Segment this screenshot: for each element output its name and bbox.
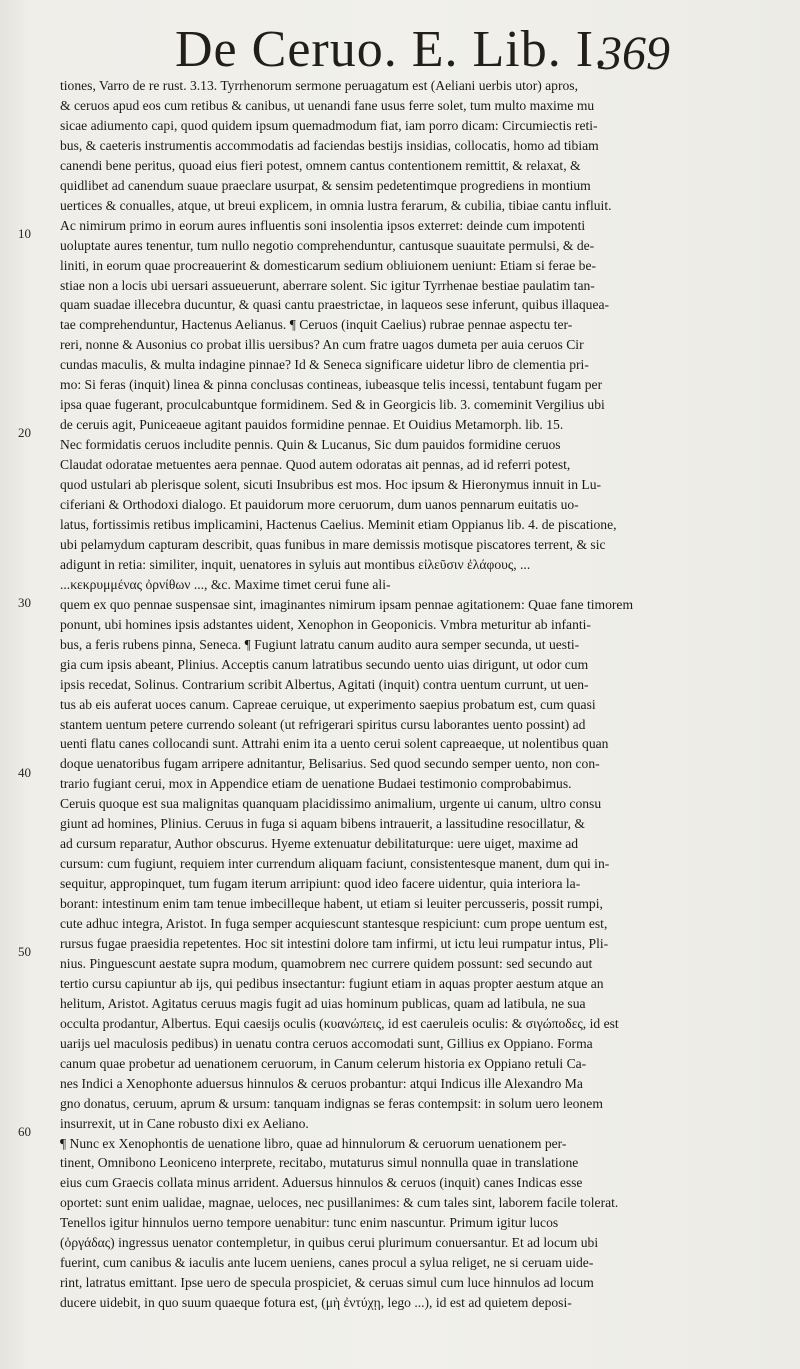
text-line: Claudat odoratae metuentes aera pennae. Quod autem odoratas ait pennas, ad id referri potest,	[60, 457, 571, 473]
line-number-10: 10	[18, 225, 31, 241]
text-line: rursus fugae praesidia repetentes. Hoc sit intestini dolore tam infirmi, ut ictu leui rumpatur intus, Pli-	[60, 935, 609, 951]
text-line: ubi pelamydum capturam describit, quas funibus in mare demissis motisque piscatores terrent, & sic	[60, 536, 606, 552]
text-line: cute adhuc integra, Aristot. In fuga semper acquiescunt stantesque respiciunt: cum prope uentum est,	[60, 916, 608, 932]
text-line: adigunt in retia: similiter, inquit, uenatores in syluis aut montibus εἰλεῦσιν ἐλάφους, ...	[60, 556, 531, 572]
text-line	[60, 1313, 660, 1333]
text-line: (ὀργάδας) ingressus uenator contempletur, in quibus cerui plurimum conuersantur. Et ad locum ubi	[60, 1235, 599, 1251]
text-line: ipsis recedat, Solinus. Contrarium scribit Albertus, Agitati (inquit) contra uentum currunt, ut uen-	[60, 676, 589, 692]
text-line: quem ex quo pennae suspensae sint, imaginantes nimirum ipsam pennae agitationem: Quae fane timorem	[60, 596, 634, 612]
text-line: cundas maculis, & multa indagine pinnae? Id & Seneca significare uidetur libro de clementia pri-	[60, 357, 589, 373]
text-line: gia cum ipsis abeant, Plinius. Acceptis canum latratibus secundo uento uias dirigunt, ut odor cum	[60, 656, 589, 672]
line-number-50: 50	[18, 944, 31, 960]
text-line: insurrexit, ut in Cane robusto dixi ex Aeliano.	[60, 1115, 309, 1131]
text-line: oportet: sunt enim ualidae, magnae, ueloces, nec pusillanimes: & cum tales sint, laborem facile tolerat.	[60, 1195, 619, 1211]
text-line: stantem uentum petere currendo soleant (ut refrigerari spiritus cursu laborantes uento possint) ad	[60, 716, 586, 732]
text-line: quam suadae illecebra ducuntur, & quasi cantu praestrictae, in laqueos sese inferunt, quibus illaquea-	[60, 297, 610, 313]
text-line: tus ab eis auferat uoces canum. Capreae ceruique, ut experimento saepius probatum est, cum quasi	[60, 696, 596, 712]
text-line: canendi bene peritus, quoad eius fieri potest, omnem cantus contentionem remittit, & relaxat, &	[60, 157, 581, 173]
text-line: occulta prodantur, Albertus. Equi caesijs oculis (κυανώπεις, id est caeruleis oculis: & σιγώποδες, id est	[60, 1015, 619, 1031]
text-line: ciferiani & Orthodoxi dialogo. Et pauidorum more ceruorum, dum uanos pennarum euitatis uo-	[60, 497, 579, 513]
text-line: sequitur, appropinquet, tum fugam iterum arripiunt: quod ideo facere uidentur, quia interiora la-	[60, 876, 581, 892]
text-line: fuerint, cum canibus & iaculis ante lucem ueniens, canes procul a sylua religet, ne si ceruam uide-	[60, 1255, 594, 1271]
text-line: tiones, Varro de re rust. 3.13. Tyrrhenorum sermone peruagatum est (Aeliani uerbis utor) apros,	[60, 78, 578, 93]
text-line: nes Indici a Xenophonte aduersus hinnulos & ceruos probantur: atqui Indicus ille Alexandro Ma	[60, 1075, 583, 1091]
text-line: ducere uidebit, in quo suum quaeque fotura est, (μὴ ἐντύχῃ, lego ...), id est ad quietem deposi-	[60, 1295, 572, 1311]
text-line: reri, nonne & Ausonius co probat illis uersibus? An cum fratre uagos dumeta per auia ceruos Cir	[60, 337, 584, 353]
page-number: 369	[598, 27, 670, 80]
text-line: gno donatus, ceruum, aprum & ursum: tanquam indignas se feras contempsit: in solum uero leonem	[60, 1095, 603, 1111]
text-line: de ceruis agit, Puniceaeue agitant pauidos formidine pennae. Et Ouidius Metamorph. lib. 15.	[60, 417, 564, 433]
text-line: uenti flatu canes collocandi sunt. Attrahi enim ita a uento cerui solent capreaeque, ut nolentibus quan	[60, 736, 609, 752]
text-line: uoluptate aures tenentur, tum nullo negotio comprehenduntur, cantusque suauitate permulsi, & de-	[60, 237, 595, 253]
body-text	[60, 76, 660, 1353]
text-line: bus, & caeteris instrumentis accommodatis ad faciendas bestijs insidias, collocatis, homo ad tibiam	[60, 137, 599, 153]
text-line: giunt ad homines, Plinius. Ceruus in fuga si aquam bibens intrauerit, a lassitudine resocillatur, &	[60, 816, 585, 832]
text-line: tae comprehenduntur, Hactenus Aelianus. ¶ Ceruos (inquit Caelius) rubrae pennae aspectu ter-	[60, 317, 573, 333]
text-line: canum quae probetur ad uenationem ceruorum, in Canum celerum historia ex Oppiano retuli Ca-	[60, 1055, 587, 1071]
text-line: sicae adiumento capi, quod quidem ipsum quemadmodum fiat, iam porro dicam: Circumiectis reti-	[60, 117, 598, 133]
text-line: ponunt, ubi homines ipsis adstantes uident, Xenophon in Geoponicis. Vmbra meturitur ab infanti-	[60, 616, 591, 632]
line-number-60: 60	[18, 1123, 31, 1139]
text-line: stiae non a locis ubi uersari assueuerunt, aberrare solent. Sic igitur Tyrrhenae bestiae paulatim tan-	[60, 277, 595, 293]
text-line: tinent, Omnibono Leoniceno interprete, recitabo, mutaturus simul nonnulla quae in translatione	[60, 1155, 579, 1171]
text-line: Nec formidatis ceruos includite pennis. Quin & Lucanus, Sic dum pauidos formidine ceruos	[60, 437, 561, 453]
text-line: mo: Si feras (inquit) linea & pinna conclusas contineas, iubeasque telis incessi, tentabunt fugam per	[60, 377, 603, 393]
text-line: liniti, in eorum quae procreauerint & domesticarum sedium obliuionem ueniunt: Etiam si ferae be-	[60, 257, 597, 273]
line-number-20: 20	[18, 425, 31, 441]
text-line: trario fugiant cerui, mox in Appendice etiam de uenatione Budaei testimonio comprobabimus.	[60, 776, 572, 792]
text-line: borant: intestinum enim tam tenue imbecilleque habent, ut etiam si leuiter percusseris, possit rumpi,	[60, 896, 603, 912]
line-number-margin	[0, 76, 60, 1356]
text-line: ¶ Nunc ex Xenophontis de uenatione libro, quae ad hinnulorum & ceruorum uenationem per-	[60, 1135, 567, 1151]
text-line: ad cursum reparatur, Author obscurus. Hyeme extenuatur debilitaturque: uere uiget, maxime ad	[60, 836, 579, 852]
text-line: ...κεκρυμμένας ὀρνίθων ..., &c. Maxime timet cerui fune ali-	[60, 576, 391, 592]
text-line: eius cum Graecis collata minus arrident. Aduersus hinnulos & ceruos (inquit) canes Indicas esse	[60, 1175, 583, 1191]
text-line	[60, 1333, 660, 1353]
text-line: Tenellos igitur hinnulos uerno tempore uenabitur: tunc enim nascuntur. Primum igitur lucos	[60, 1215, 559, 1231]
text-line: tertio cursu capiuntur ab ijs, qui pedibus insectantur: fugiunt etiam in aquas propter aestum atque an	[60, 975, 604, 991]
text-line: & ceruos apud eos cum retibus & canibus, ut uenandi fane usus ferre solet, tum multo maxime mu	[60, 97, 595, 113]
text-line: helitum, Aristot. Agitatus ceruus magis fugit ad uias hominum publicas, quam ad latibula, ne sua	[60, 995, 586, 1011]
text-line: nius. Pinguescunt aestate supra modum, quamobrem nec currere quidem possunt: sed secundo aut	[60, 955, 593, 971]
text-line: quod ustulari ab plerisque solent, sicuti Insubribus est mos. Hoc ipsum & Hieronymus innuit in Lu-	[60, 477, 602, 493]
line-number-40: 40	[18, 764, 31, 780]
text-line: ipsa quae fugerant, proculcabuntque formidinem. Sed & in Georgicis lib. 3. comeminit Vergilius ubi	[60, 397, 605, 413]
page-title: De Ceruo. E. Lib. I.	[175, 21, 609, 78]
text-line: uarijs uel maculosis pedibus) in uenatu contra ceruos accomodati sunt, Gillius ex Oppiano. Forma	[60, 1035, 593, 1051]
text-line: bus, a feris rubens pinna, Seneca. ¶ Fugiunt latratu canum audito aura semper secunda, ut uesti-	[60, 636, 580, 652]
text-line: Ac nimirum primo in eorum aures influentis soni insolentia ipsos exterret: deinde cum impotenti	[60, 217, 586, 233]
text-line: doque uenatoribus fugam arripere adnitantur, Belisarius. Sed quod secundo semper uento, non con-	[60, 756, 600, 772]
text-line: Ceruis quoque est sua malignitas quanquam placidissimo animalium, urgente ui canum, ultro consu	[60, 796, 602, 812]
text-line: cursum: cum fugiunt, requiem inter currendum aliquam faciunt, consistentesque manent, dum qui in-	[60, 856, 610, 872]
text-line: quidlibet ad canendum suaue praeclare usurpat, & sensim pedetentimque progrediens in montium	[60, 177, 591, 193]
text-line: latus, fortissimis retibus implicamini, Hactenus Caelius. Meminit etiam Oppianus lib. 4. de piscatione,	[60, 516, 617, 532]
text-line: rint, latratus emittant. Ipse uero de specula prospiciet, & ceruas simul cum luce hinnulos ad locum	[60, 1275, 594, 1291]
text-line: uertices & conualles, atque, ut breui explicem, in omnia lustra ferarum, & cubilia, tibiae cantu influit.	[60, 197, 612, 213]
line-number-30: 30	[18, 594, 31, 610]
